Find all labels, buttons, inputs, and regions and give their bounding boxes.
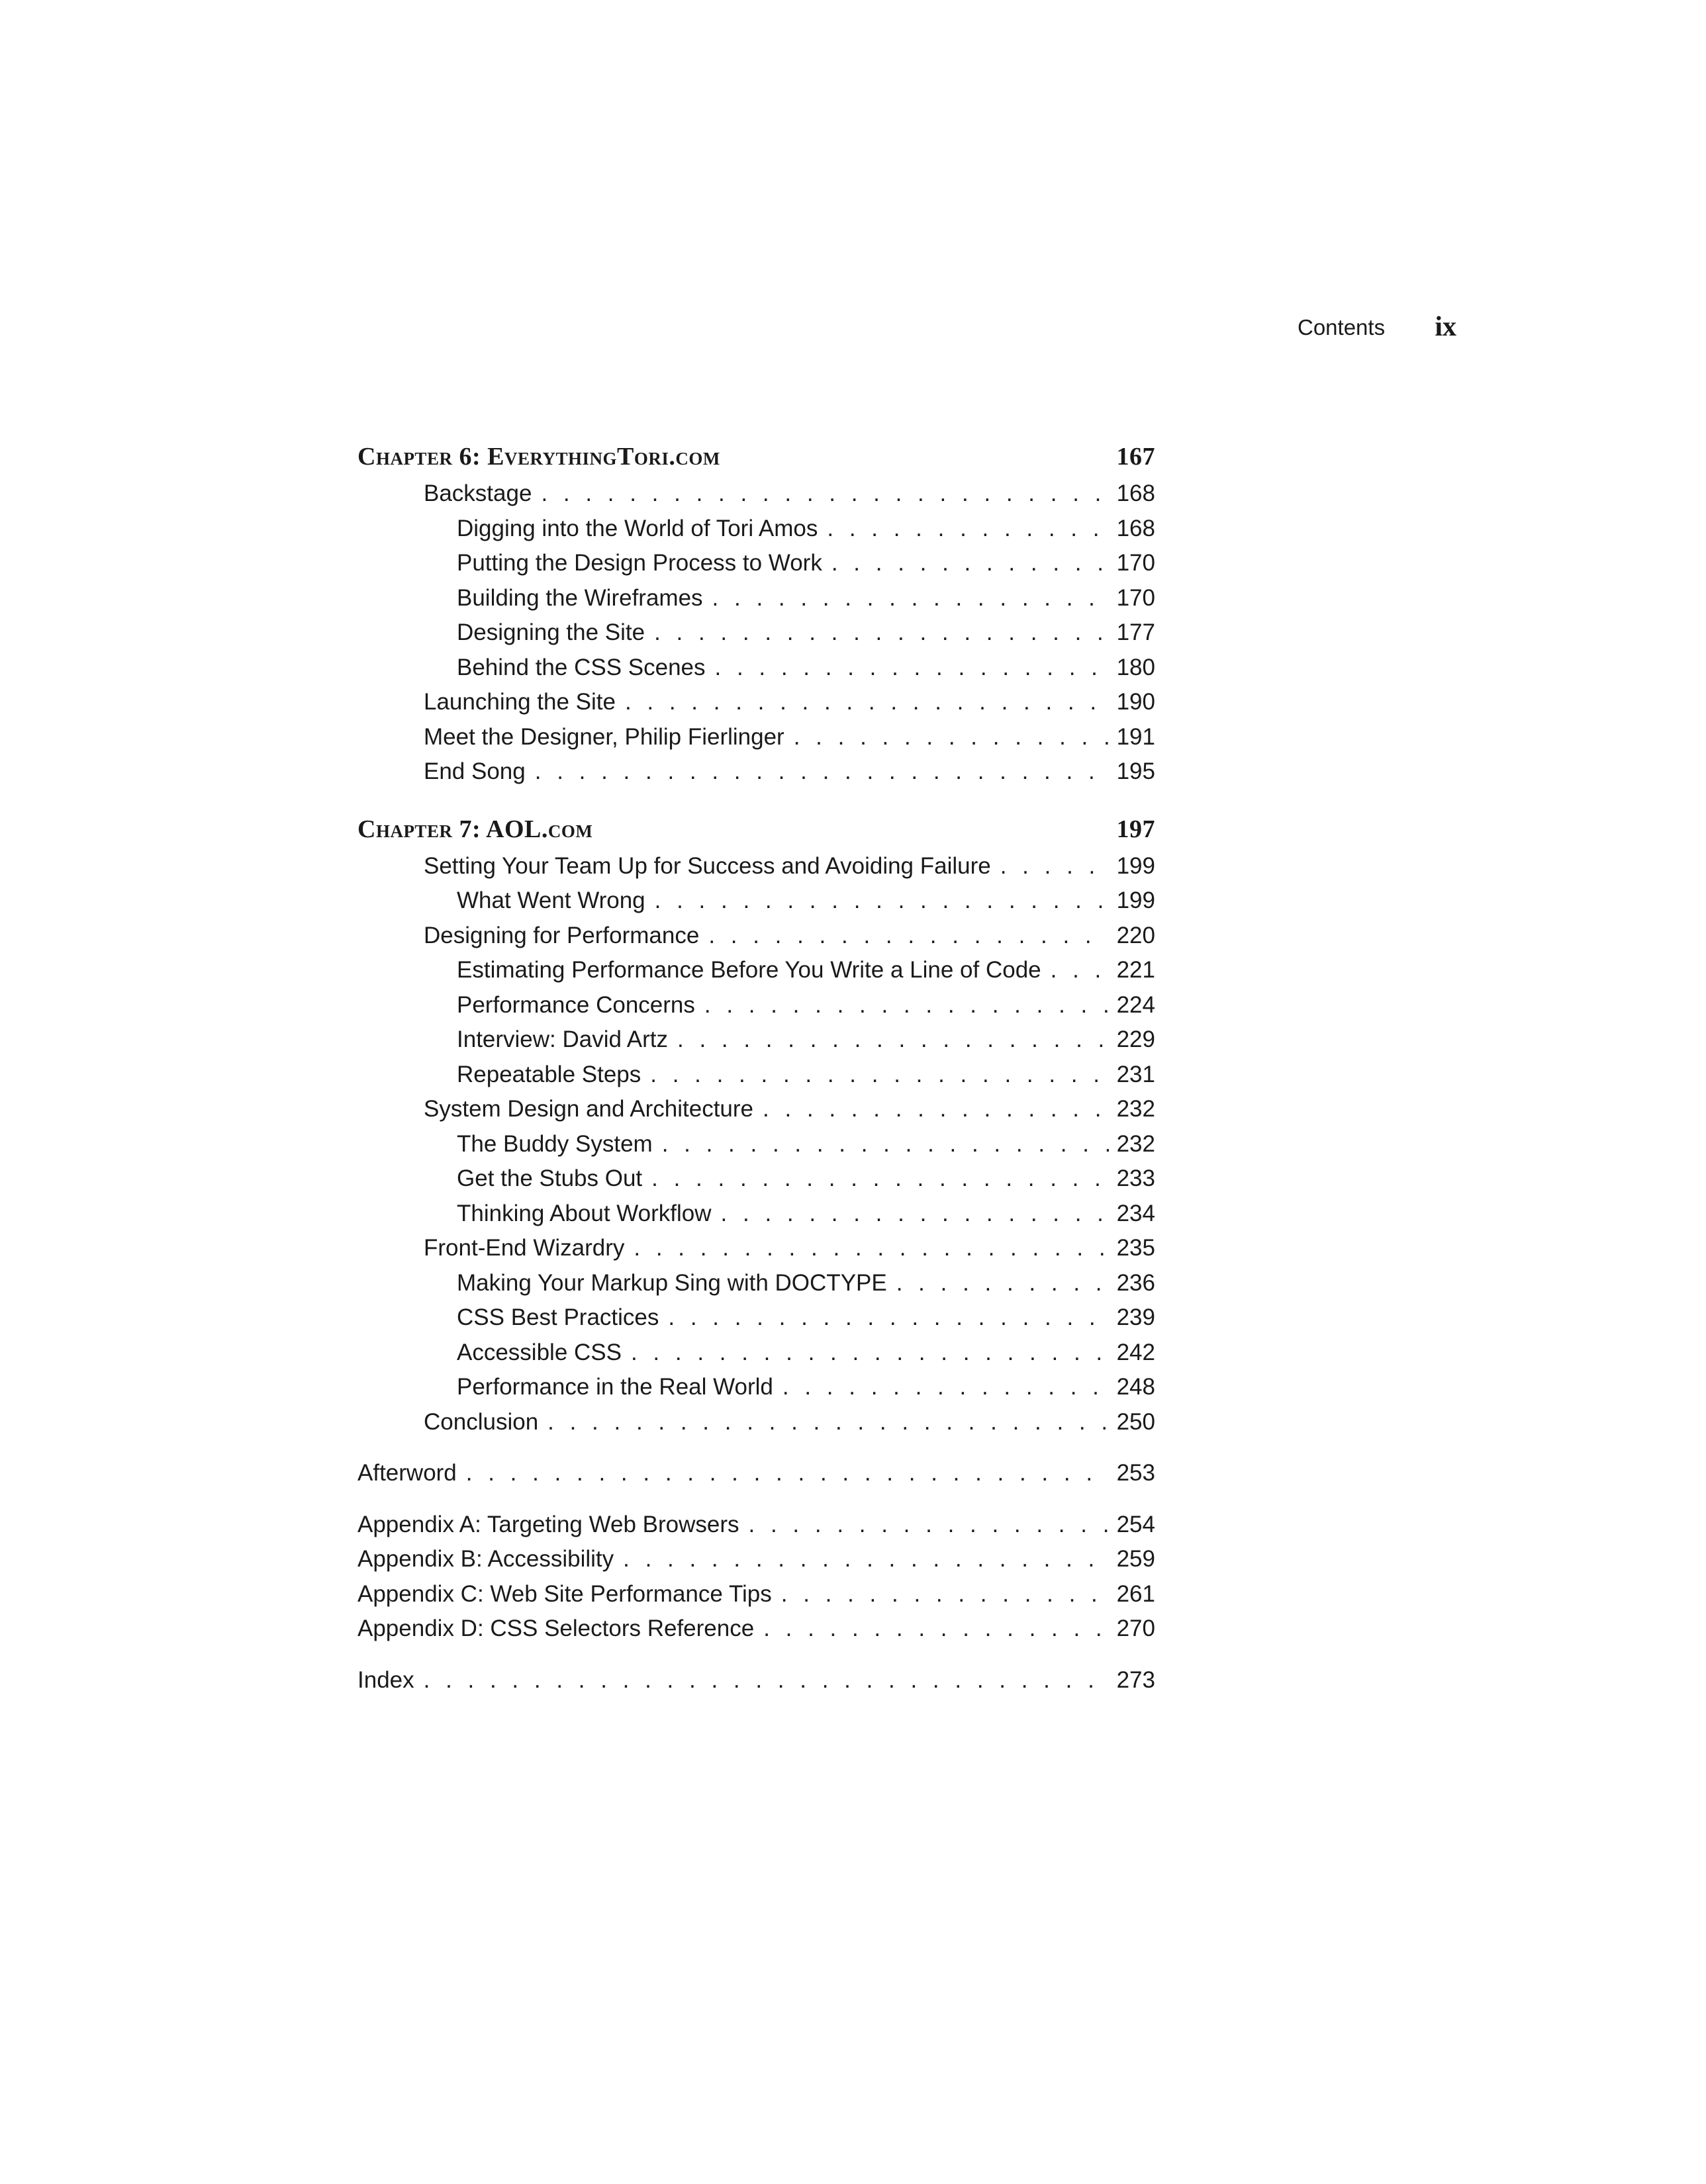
toc-entry-title: Designing the Site bbox=[457, 619, 645, 645]
toc-entry[interactable] bbox=[357, 884, 1155, 919]
toc-entry-title: Appendix C: Web Site Performance Tips bbox=[357, 1580, 772, 1607]
toc-entry-title: What Went Wrong bbox=[457, 887, 645, 913]
toc-entry-page: 199 bbox=[1109, 849, 1155, 884]
running-head bbox=[1298, 311, 1456, 351]
toc-entry-title: Launching the Site bbox=[424, 689, 616, 715]
chapter-6-heading[interactable] bbox=[357, 437, 1155, 477]
leader-dots bbox=[763, 1092, 1109, 1127]
toc-entry-title: Front-End Wizardry bbox=[424, 1235, 625, 1261]
toc-entry-page: 220 bbox=[1109, 919, 1155, 954]
toc-entry-page: 253 bbox=[1109, 1456, 1155, 1491]
toc-entry[interactable] bbox=[357, 1405, 1155, 1440]
toc-entry-appendix-a[interactable] bbox=[357, 1508, 1155, 1543]
toc-entry-title: Estimating Performance Before You Write a Line of Code bbox=[457, 957, 1041, 983]
toc-entry[interactable] bbox=[357, 1197, 1155, 1232]
chapter-7-heading[interactable] bbox=[357, 809, 1155, 849]
toc-entry[interactable] bbox=[357, 1023, 1155, 1058]
toc-entry-title: Repeatable Steps bbox=[457, 1061, 641, 1087]
leader-dots bbox=[668, 1300, 1109, 1336]
toc-entry-page: 270 bbox=[1109, 1612, 1155, 1647]
toc-entry-page: 168 bbox=[1109, 512, 1155, 547]
toc-entry[interactable] bbox=[357, 1336, 1155, 1371]
leader-dots bbox=[896, 1266, 1109, 1301]
toc-entry-page: 235 bbox=[1109, 1231, 1155, 1266]
leader-dots bbox=[651, 1161, 1109, 1197]
leader-dots bbox=[1051, 953, 1109, 988]
toc-entry-title: Conclusion bbox=[424, 1408, 539, 1435]
toc-entry-page: 233 bbox=[1109, 1161, 1155, 1197]
toc-entry[interactable] bbox=[357, 651, 1155, 686]
toc-entry[interactable] bbox=[357, 1266, 1155, 1301]
toc-entry-appendix-c[interactable] bbox=[357, 1577, 1155, 1612]
leader-dots bbox=[535, 754, 1109, 790]
toc-entry-page: 273 bbox=[1109, 1663, 1155, 1698]
toc-entry-page: 168 bbox=[1109, 477, 1155, 512]
toc-entry-page: 250 bbox=[1109, 1405, 1155, 1440]
toc-entry[interactable] bbox=[357, 1092, 1155, 1127]
toc-entry-title: Index bbox=[357, 1666, 414, 1693]
toc-entry[interactable] bbox=[357, 720, 1155, 755]
toc-entry-page: 239 bbox=[1109, 1300, 1155, 1336]
toc-entry-page: 180 bbox=[1109, 651, 1155, 686]
leader-dots bbox=[704, 988, 1109, 1023]
toc-entry-page: 229 bbox=[1109, 1023, 1155, 1058]
toc-entry[interactable] bbox=[357, 1058, 1155, 1093]
leader-dots bbox=[749, 1508, 1109, 1543]
toc-entry[interactable] bbox=[357, 849, 1155, 884]
leader-dots bbox=[712, 581, 1109, 616]
toc-entry-page: 261 bbox=[1109, 1577, 1155, 1612]
leader-dots bbox=[827, 512, 1109, 547]
toc-entry-title: Thinking About Workflow bbox=[457, 1200, 712, 1226]
toc-entry-page: 231 bbox=[1109, 1058, 1155, 1093]
toc-entry-title: Performance in the Real World bbox=[457, 1374, 773, 1400]
toc-entry-title: System Design and Architecture bbox=[424, 1096, 754, 1122]
toc-entry-afterword[interactable] bbox=[357, 1456, 1155, 1491]
leader-dots bbox=[547, 1405, 1109, 1440]
spacer bbox=[357, 1439, 1155, 1456]
toc-entry-title: Appendix B: Accessibility bbox=[357, 1546, 614, 1572]
toc-entry[interactable] bbox=[357, 1161, 1155, 1197]
toc-entry-index[interactable] bbox=[357, 1663, 1155, 1698]
leader-dots bbox=[424, 1663, 1109, 1698]
leader-dots bbox=[677, 1023, 1109, 1058]
leader-dots bbox=[634, 1231, 1109, 1266]
running-head-label: Contents bbox=[1298, 315, 1386, 340]
leader-dots bbox=[781, 1577, 1109, 1612]
leader-dots bbox=[782, 1370, 1109, 1405]
toc-entry-title: Meet the Designer, Philip Fierlinger bbox=[424, 723, 784, 750]
spacer bbox=[357, 1491, 1155, 1508]
toc-entry-page: 254 bbox=[1109, 1508, 1155, 1543]
toc-entry[interactable] bbox=[357, 685, 1155, 720]
toc-entry-page: 248 bbox=[1109, 1370, 1155, 1405]
toc-entry[interactable] bbox=[357, 615, 1155, 651]
leader-dots bbox=[625, 685, 1109, 720]
toc-entry-title: Performance Concerns bbox=[457, 991, 695, 1018]
toc-entry-page: 232 bbox=[1109, 1092, 1155, 1127]
toc-entry-page: 259 bbox=[1109, 1542, 1155, 1577]
leader-dots bbox=[708, 919, 1109, 954]
toc-entry-title: Afterword bbox=[357, 1460, 457, 1486]
toc-entry[interactable] bbox=[357, 1231, 1155, 1266]
leader-dots bbox=[662, 1127, 1109, 1162]
spacer bbox=[357, 1647, 1155, 1663]
leader-dots bbox=[831, 546, 1109, 581]
toc-entry-title: Making Your Markup Sing with DOCTYPE bbox=[457, 1269, 887, 1296]
chapter-page: 197 bbox=[1116, 815, 1155, 843]
chapter-page: 167 bbox=[1116, 443, 1155, 471]
toc-entry[interactable] bbox=[357, 1127, 1155, 1162]
toc-entry[interactable] bbox=[357, 754, 1155, 790]
toc-entry-title: The Buddy System bbox=[457, 1130, 653, 1157]
toc-entry-page: 242 bbox=[1109, 1336, 1155, 1371]
toc-entry-title: CSS Best Practices bbox=[457, 1304, 659, 1330]
leader-dots bbox=[650, 1058, 1109, 1093]
page-number: ix bbox=[1435, 312, 1456, 342]
chapter-title: Chapter 7: AOL.com bbox=[357, 815, 593, 843]
toc-entry-page: 170 bbox=[1109, 546, 1155, 581]
leader-dots bbox=[623, 1542, 1109, 1577]
chapter-title: Chapter 6: EverythingTori.com bbox=[357, 443, 720, 471]
toc-entry-page: 195 bbox=[1109, 754, 1155, 790]
spacer bbox=[357, 790, 1155, 809]
toc-entry-title: Accessible CSS bbox=[457, 1339, 622, 1365]
leader-dots bbox=[715, 651, 1109, 686]
toc-entry[interactable] bbox=[357, 1370, 1155, 1405]
leader-dots bbox=[763, 1612, 1109, 1647]
leader-dots bbox=[631, 1336, 1109, 1371]
toc-entry[interactable] bbox=[357, 1300, 1155, 1336]
toc-entry-page: 191 bbox=[1109, 720, 1155, 755]
toc-entry-page: 232 bbox=[1109, 1127, 1155, 1162]
leader-dots bbox=[794, 720, 1109, 755]
toc-entry[interactable] bbox=[357, 581, 1155, 616]
toc-entry[interactable] bbox=[357, 988, 1155, 1023]
toc-entry-title: Designing for Performance bbox=[424, 922, 700, 948]
toc-entry-page: 224 bbox=[1109, 988, 1155, 1023]
leader-dots bbox=[721, 1197, 1109, 1232]
toc-entry[interactable] bbox=[357, 953, 1155, 988]
toc-entry-appendix-d[interactable] bbox=[357, 1612, 1155, 1647]
toc-entry-title: Putting the Design Process to Work bbox=[457, 550, 822, 576]
leader-dots bbox=[466, 1456, 1109, 1491]
leader-dots bbox=[655, 884, 1109, 919]
toc-entry-title: Get the Stubs Out bbox=[457, 1165, 643, 1191]
toc-entry-title: Building the Wireframes bbox=[457, 584, 703, 611]
toc-entry-page: 177 bbox=[1109, 615, 1155, 651]
toc-entry-page: 190 bbox=[1109, 685, 1155, 720]
toc-entry-title: Behind the CSS Scenes bbox=[457, 654, 706, 680]
toc-entry[interactable] bbox=[357, 477, 1155, 512]
leader-dots bbox=[1000, 849, 1109, 884]
leader-dots bbox=[541, 477, 1109, 512]
toc-entry[interactable] bbox=[357, 919, 1155, 954]
toc-entry-page: 221 bbox=[1109, 953, 1155, 988]
toc-entry-title: Appendix A: Targeting Web Browsers bbox=[357, 1511, 739, 1537]
table-of-contents bbox=[357, 437, 1155, 1698]
toc-entry-title: Backstage bbox=[424, 480, 532, 506]
toc-entry-page: 236 bbox=[1109, 1266, 1155, 1301]
toc-entry[interactable] bbox=[357, 546, 1155, 581]
toc-entry-page: 199 bbox=[1109, 884, 1155, 919]
toc-entry-title: Appendix D: CSS Selectors Reference bbox=[357, 1615, 755, 1641]
leader-dots bbox=[654, 615, 1109, 651]
toc-entry-page: 170 bbox=[1109, 581, 1155, 616]
toc-entry-page: 234 bbox=[1109, 1197, 1155, 1232]
toc-entry-title: End Song bbox=[424, 758, 526, 784]
toc-entry-appendix-b[interactable] bbox=[357, 1542, 1155, 1577]
toc-entry[interactable] bbox=[357, 512, 1155, 547]
toc-entry-title: Setting Your Team Up for Success and Avoiding Failure bbox=[424, 852, 991, 879]
toc-entry-title: Interview: David Artz bbox=[457, 1026, 668, 1052]
toc-entry-title: Digging into the World of Tori Amos bbox=[457, 515, 818, 541]
